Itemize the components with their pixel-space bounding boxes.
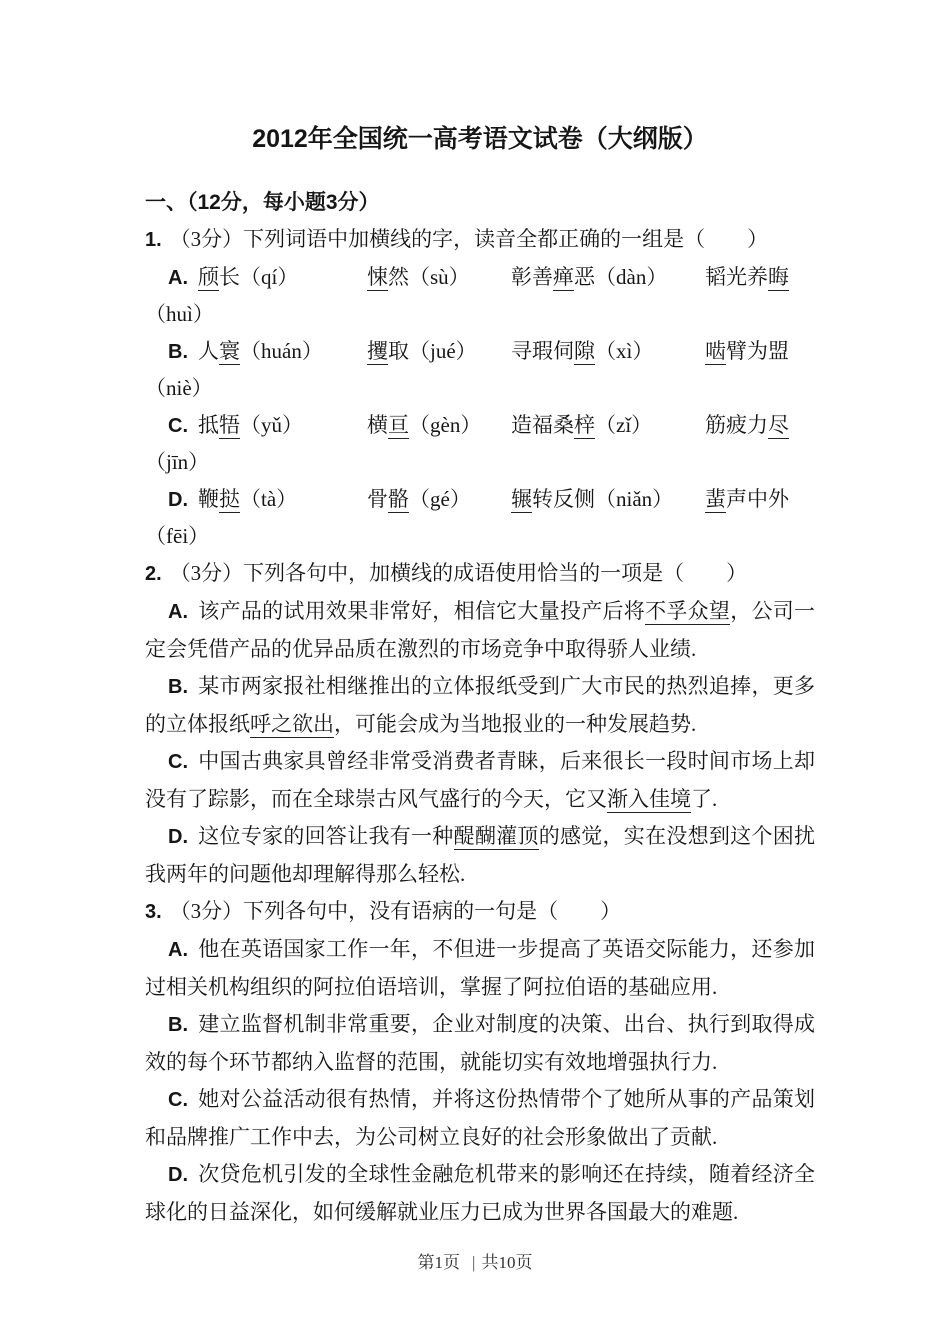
word-item	[705, 407, 789, 444]
text-segment: 了.	[691, 787, 718, 811]
text-segment: 抵	[198, 413, 219, 437]
word-item	[367, 481, 471, 518]
text-segment: （tà）	[240, 487, 298, 511]
word-item	[705, 333, 789, 370]
option-letter: A.	[168, 267, 188, 289]
text-segment: 臂为盟	[726, 339, 789, 363]
footer-separator: |	[472, 1253, 476, 1272]
page-content	[145, 122, 815, 1231]
word-item	[511, 333, 653, 370]
text-segment: 取（jué）	[388, 339, 477, 363]
section-one-heading: 一、（12分，每小题3分）	[145, 191, 380, 214]
word-item	[367, 333, 477, 370]
text-segment: 建立监督机制非常重要，企业对制度的决策、出台、执行到取得成效的每个环节都纳入监督的范围，就能切实有效地增强执行力.	[145, 1012, 815, 1074]
footer-total-pages: 共10页	[481, 1253, 533, 1272]
text-segment: （xì）	[595, 339, 654, 363]
underlined-term: 不孚众望	[645, 599, 731, 623]
question-stem-text: （3分）下列词语中加横线的字，读音全都正确的一组是（ ）	[169, 227, 769, 251]
option-letter: D.	[168, 826, 188, 848]
underlined-term: 挞	[219, 487, 240, 511]
underlined-term: 隙	[574, 339, 595, 363]
word-item	[367, 407, 481, 444]
option-letter: B.	[168, 676, 188, 698]
question-stem-text: （3分）下列各句中，加横线的成语使用恰当的一项是（ ）	[169, 561, 748, 585]
question-1-option-D	[145, 481, 815, 518]
option-letter: A.	[168, 601, 188, 623]
underlined-term: 醍醐灌顶	[453, 824, 539, 848]
option-letter: C.	[168, 1089, 188, 1111]
word-item	[705, 481, 789, 518]
text-segment: （huán）	[240, 339, 323, 363]
underlined-term: 瘅	[553, 265, 574, 289]
question-3-option-B	[145, 1006, 815, 1081]
text-segment: 次贷危机引发的全球性金融危机带来的影响还在持续，随着经济全球化的日益深化，如何缓解就业压力已成为世界各国最大的难题.	[145, 1162, 815, 1224]
text-segment: 寻瑕伺	[511, 339, 574, 363]
word-item	[168, 407, 303, 445]
option-letter: C.	[168, 751, 188, 773]
pinyin-continuation: （niè）	[145, 376, 213, 400]
exam-title: 2012年全国统一高考语文试卷（大纲版）	[252, 125, 708, 153]
question-1-stem	[145, 221, 815, 259]
text-segment: 转反侧（niǎn）	[532, 487, 674, 511]
option-letter: C.	[168, 415, 188, 437]
text-segment: （gèn）	[409, 413, 482, 437]
question-number: 2.	[145, 563, 162, 585]
option-letter: B.	[168, 341, 188, 363]
text-segment: 他在英语国家工作一年，不但进一步提高了英语交际能力，还参加过相关机构组织的阿拉伯语培训，掌握了阿拉伯语的基础应用.	[145, 937, 815, 999]
pinyin-continuation: （fēi）	[145, 524, 210, 548]
underlined-term: 悚	[367, 265, 388, 289]
word-item	[168, 259, 298, 297]
underlined-term: 梓	[574, 413, 595, 437]
text-segment: 鞭	[198, 487, 219, 511]
underlined-term: 晦	[768, 265, 789, 289]
text-segment: ，公司一定会凭借产品的优异品质在激烈的市场竞争中取得骄人业绩.	[145, 599, 816, 661]
text-segment: 该产品的试用效果非常好，相信它大量投产后将	[198, 599, 646, 623]
text-segment: 然（sù）	[388, 265, 470, 289]
question-2-option-B	[145, 668, 815, 743]
option-letter: A.	[168, 939, 188, 961]
text-segment: 彰善	[511, 265, 553, 289]
text-segment: 声中外	[726, 487, 789, 511]
word-item	[705, 259, 789, 296]
word-item	[511, 481, 673, 518]
underlined-term: 尽	[768, 413, 789, 437]
underlined-term: 攫	[367, 339, 388, 363]
text-segment: 韬光养	[705, 265, 768, 289]
underlined-term: 亘	[388, 413, 409, 437]
word-item	[511, 259, 667, 296]
question-1-option-A	[145, 259, 815, 296]
text-segment: 恶（dàn）	[574, 265, 668, 289]
questions-container	[145, 221, 815, 1231]
question-number: 3.	[145, 901, 162, 923]
pinyin-continuation: （huì）	[145, 302, 214, 326]
question-3-option-C	[145, 1081, 815, 1156]
question-1-option-B	[145, 333, 815, 370]
option-letter: D.	[168, 489, 188, 511]
underlined-term: 牾	[219, 413, 240, 437]
word-item	[168, 481, 297, 519]
word-item	[367, 259, 470, 296]
text-segment: 人	[198, 339, 219, 363]
question-2-stem	[145, 555, 815, 593]
text-segment: 骨	[367, 487, 388, 511]
question-stem-text: （3分）下列各句中，没有语病的一句是（ ）	[169, 899, 622, 923]
underlined-term: 寰	[219, 339, 240, 363]
question-2-option-D	[145, 818, 815, 893]
underlined-term: 呼之欲出	[250, 712, 334, 736]
question-number: 1.	[145, 229, 162, 251]
footer-page-number: 第1页	[417, 1253, 461, 1272]
pinyin-continuation: （jīn）	[145, 450, 210, 474]
underlined-term: 渐入佳境	[607, 787, 691, 811]
question-2-option-A	[145, 593, 815, 668]
option-letter: D.	[168, 1164, 188, 1186]
text-segment: 她对公益活动很有热情，并将这份热情带个了她所从事的产品策划和品牌推广工作中去，为公司树立良好的社会形象做出了贡献.	[145, 1087, 815, 1149]
text-segment: 造福桑	[511, 413, 574, 437]
question-3-option-A	[145, 931, 815, 1006]
text-segment: 某市两家报社相继推出的立体报纸受到广大市民的热烈追捧，更多的立体报纸	[145, 674, 815, 736]
question-2-option-C	[145, 743, 815, 818]
underlined-term: 骼	[388, 487, 409, 511]
text-segment: （gé）	[409, 487, 471, 511]
text-segment: 长（qí）	[219, 265, 299, 289]
text-segment: ，可能会成为当地报业的一种发展趋势.	[334, 712, 697, 736]
underlined-term: 颀	[198, 265, 219, 289]
underlined-term: 蜚	[705, 487, 726, 511]
text-segment: 的感觉，实在没想到这个困扰我两年的问题他却理解得那么轻松.	[145, 824, 816, 886]
text-segment: （zǐ）	[595, 413, 653, 437]
underlined-term: 辗	[511, 487, 532, 511]
question-3-option-D	[145, 1156, 815, 1231]
text-segment: 筋疲力	[705, 413, 768, 437]
option-letter: B.	[168, 1014, 188, 1036]
word-item	[511, 407, 652, 444]
text-segment: 这位专家的回答让我有一种	[198, 824, 454, 848]
text-segment: 横	[367, 413, 388, 437]
question-3-stem	[145, 893, 815, 931]
text-segment: 中国古典家具曾经非常受消费者青睐，后来很长一段时间市场上却没有了踪影，而在全球崇古风气盛行的今天，它又	[145, 749, 815, 811]
text-segment: （yǔ）	[240, 413, 303, 437]
word-item	[168, 333, 323, 371]
underlined-term: 啮	[705, 339, 726, 363]
question-1-option-C	[145, 407, 815, 444]
page-footer	[0, 1248, 950, 1273]
